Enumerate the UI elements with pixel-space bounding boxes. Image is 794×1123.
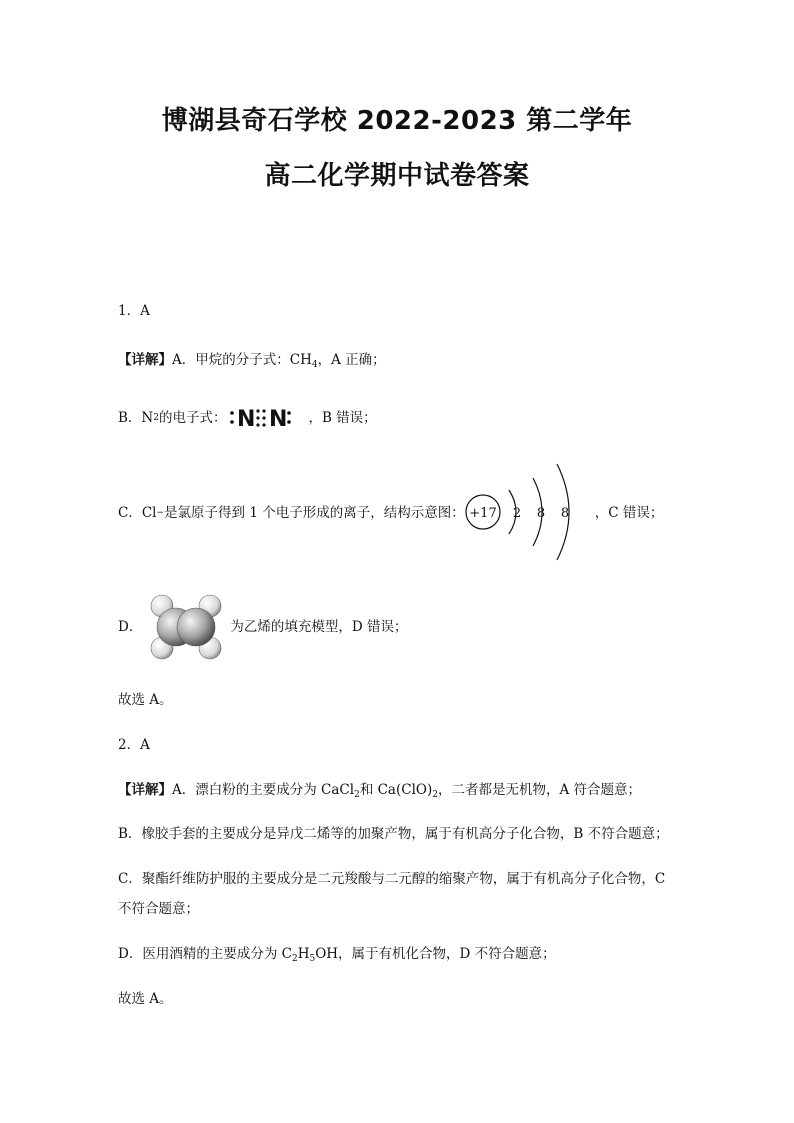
q2-d-text3: OH，属于有机化合物，D 不符合题意； xyxy=(315,946,556,962)
q2-conclusion: 故选 A。 xyxy=(118,991,173,1007)
q2-a-text2: 和 Ca(ClO) xyxy=(359,782,433,798)
q1-a-formula: CH xyxy=(289,352,312,368)
q1-answer: 1．A xyxy=(118,303,150,319)
ethylene-space-filling-model xyxy=(148,592,230,662)
q2-option-c-line1: C．聚酯纤维防护服的主要成分是二元羧酸与二元醇的缩聚产物，属于有机高分子化合物，C xyxy=(118,871,666,887)
detail-tag: 【详解】 xyxy=(118,352,172,368)
q2-d-sub2: 5 xyxy=(309,954,316,964)
q2-a-sub1: 2 xyxy=(354,790,360,800)
page-subtitle: 高二化学期中试卷答案 xyxy=(264,161,530,191)
q1-option-c xyxy=(118,460,663,565)
q1-a-text1: A．甲烷的分子式： xyxy=(172,352,290,368)
q2-d-text2: H xyxy=(297,946,310,962)
q1-d-text2: 为乙烯的填充模型，D 错误； xyxy=(230,619,408,635)
q1-d-text1: D． xyxy=(118,619,143,635)
q2-d-text1: D．医用酒精的主要成分为 C xyxy=(118,946,292,962)
q1-b-formula: N xyxy=(141,410,154,426)
q1-a-text2: ，A 正确； xyxy=(317,352,386,368)
q1-option-a xyxy=(118,350,386,375)
shell-2-count: 8 xyxy=(536,506,545,521)
shell-1-count: 2 xyxy=(512,506,521,521)
q2-option-a xyxy=(118,780,641,805)
detail-tag: 【详解】 xyxy=(118,782,172,798)
q2-option-b: B．橡胶手套的主要成分是异戊二烯等的加聚产物，属于有机高分子化合物，B 不符合题意； xyxy=(118,826,669,842)
q1-option-b xyxy=(118,405,377,431)
q2-answer: 2．A xyxy=(118,737,150,753)
q2-option-d xyxy=(118,944,556,969)
q1-conclusion: 故选 A。 xyxy=(118,692,173,708)
q1-b-text1: B． xyxy=(118,410,142,426)
svg-text:N: N xyxy=(269,407,288,431)
page-title: 博湖县奇石学校 2022-2023 第二学年 xyxy=(161,106,633,136)
q1-c-text3: ，C 错误； xyxy=(594,504,664,521)
q1-c-text1: C．Cl xyxy=(118,504,157,521)
q2-d-sub1: 2 xyxy=(291,954,298,964)
q1-a-sub: 4 xyxy=(311,360,318,370)
q1-b-sub: 2 xyxy=(153,413,159,423)
q1-b-text3: ，B 错误； xyxy=(308,410,377,426)
q2-option-c-line2: 不符合题意； xyxy=(118,901,199,917)
n2-electron-formula-diagram xyxy=(228,405,306,431)
q1-option-d xyxy=(118,592,407,662)
q1-c-sup: − xyxy=(156,507,165,518)
q1-b-text2: 的电子式： xyxy=(158,410,227,426)
nucleus-label: +17 xyxy=(468,506,497,521)
chloride-ion-structure-diagram xyxy=(465,460,595,565)
shell-3-count: 8 xyxy=(560,506,569,521)
svg-text:N: N xyxy=(237,407,256,431)
q2-a-sub2: 2 xyxy=(432,790,438,800)
q1-c-text2: 是氯原子得到 1 个电子形成的离子，结构示意图： xyxy=(164,504,465,521)
q2-a-text1: A．漂白粉的主要成分为 CaCl xyxy=(172,782,355,798)
q2-a-text3: ，二者都是无机物，A 符合题意； xyxy=(437,782,642,798)
